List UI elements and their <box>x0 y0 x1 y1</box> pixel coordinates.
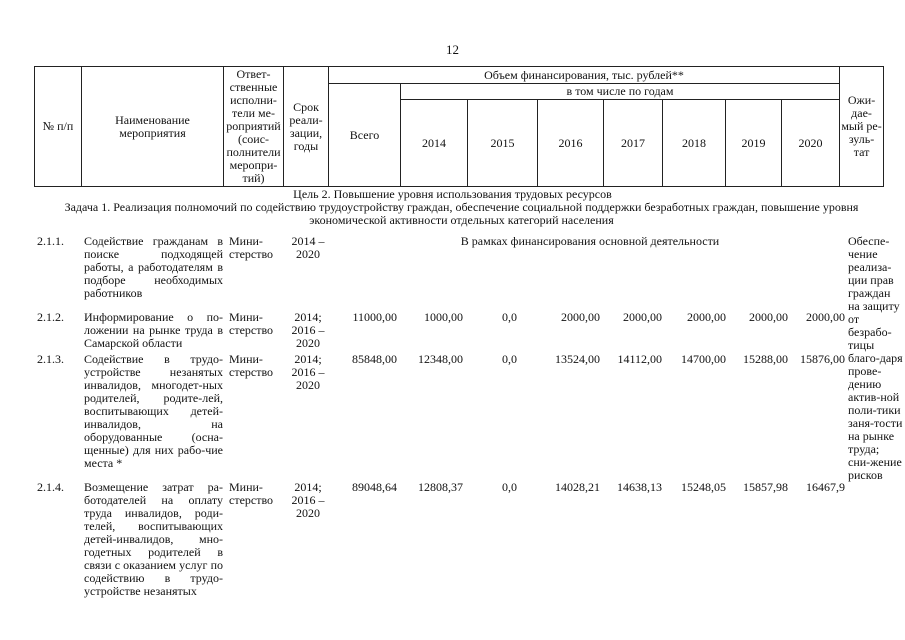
row-2-1-3-2020: 15876,00 <box>800 352 845 366</box>
row-2-1-4-2016: 14028,21 <box>555 480 600 494</box>
row-2-1-2-2016: 2000,00 <box>561 310 600 324</box>
row-2-1-2-name: Информирование о по-ложении на рынке труда в Самарской области <box>84 310 223 350</box>
row-2-1-2-num: 2.1.2. <box>37 310 64 324</box>
row-2-1-3-2016: 13524,00 <box>555 352 600 366</box>
row-2-1-4-2015: 0,0 <box>502 480 517 494</box>
row-2-1-1-term: 2014 – 2020 <box>291 234 325 261</box>
row-2-1-2-2017: 2000,00 <box>623 310 662 324</box>
row-2-1-2-2019: 2000,00 <box>749 310 788 324</box>
row-2-1-4-2018: 15248,05 <box>681 480 726 494</box>
row-2-1-3-num: 2.1.3. <box>37 352 64 366</box>
row-2-1-1-responsible: Мини-стерство <box>229 234 274 261</box>
header-responsible: Ответ-ственные исполни-тели ме-роприятий (соис-полнители меропри-тий) <box>224 67 284 187</box>
header-by-years: в том числе по годам <box>401 84 840 100</box>
row-2-1-2-2018: 2000,00 <box>687 310 726 324</box>
row-2-1-3-2018: 14700,00 <box>681 352 726 366</box>
header-table <box>34 66 884 187</box>
header-num: № п/п <box>35 67 82 187</box>
row-2-1-4-2020: 16467,9 <box>806 480 845 494</box>
header-year-2017: 2017 <box>604 100 663 187</box>
row-2-1-2-term: 2014; 2016 – 2020 <box>291 310 325 350</box>
row-2-1-4-term: 2014; 2016 – 2020 <box>291 480 325 520</box>
row-2-1-2-2014: 1000,00 <box>424 310 463 324</box>
header-year-2019: 2019 <box>726 100 782 187</box>
header-term: Срок реали-зации, годы <box>284 67 329 187</box>
row-2-1-3-name: Содействие в трудо-устройстве незанятых инвалидов, многодет-ных родителей, родите-лей, воспитывающих детей-инвалидов, на оборудованные (осна-щенные) для них рабо-чие места * <box>84 352 223 470</box>
row-2-1-3-2019: 15288,00 <box>743 352 788 366</box>
header-year-2018: 2018 <box>663 100 726 187</box>
row-2-1-4-total: 89048,64 <box>352 480 397 494</box>
row-2-1-3-total: 85848,00 <box>352 352 397 366</box>
page-number: 12 <box>446 42 459 57</box>
row-2-1-4-responsible: Мини-стерство <box>229 480 274 507</box>
row-2-1-3-2015: 0,0 <box>502 352 517 366</box>
row-2-1-3-2014: 12348,00 <box>418 352 463 366</box>
row-2-1-3-term: 2014; 2016 – 2020 <box>291 352 325 392</box>
header-name: Наименование мероприятия <box>82 67 224 187</box>
header-total: Всего <box>329 84 401 187</box>
header-funding: Объем финансирования, тыс. рублей** <box>329 67 840 84</box>
header-year-2016: 2016 <box>538 100 604 187</box>
row-2-1-4-num: 2.1.4. <box>37 480 64 494</box>
row-2-1-3-responsible: Мини-стерство <box>229 352 274 379</box>
row-2-1-2-2015: 0,0 <box>502 310 517 324</box>
row-2-1-4-2019: 15857,98 <box>743 480 788 494</box>
expected-result-text: Обеспе-чение реализа-ции прав граждан на защиту от безрабо-тицы благо-даря прове-дению актив-ной поли-тики заня-тости на рынке труда; сни-жение рисков <box>848 234 903 482</box>
row-2-1-2-2020: 2000,00 <box>806 310 845 324</box>
header-year-2015: 2015 <box>468 100 538 187</box>
header-expected-result: Ожи-дае-мый ре-зуль-тат <box>840 67 884 187</box>
task-heading: Задача 1. Реализация полномочий по содействию трудоустройству граждан, обеспечение социальной поддержки безработных граждан, повышение уровня экономической активности отдельных категорий населения <box>64 200 859 227</box>
row-2-1-1-num: 2.1.1. <box>37 234 64 248</box>
row-2-1-3-2017: 14112,00 <box>617 352 662 366</box>
row-2-1-2-responsible: Мини-стерство <box>229 310 274 337</box>
row-2-1-4-name: Возмещение затрат ра-ботодателей на оплату труда инвалидов, роди-телей, воспитывающих детей-инвалидов, мно-годетных родителей в связи с оказанием услуг по содействию в трудо-устройстве незанятых <box>84 480 223 598</box>
goal-heading: Цель 2. Повышение уровня использования трудовых ресурсов <box>293 187 612 201</box>
header-year-2014: 2014 <box>401 100 468 187</box>
in-frame-funding-note: В рамках финансирования основной деятельности <box>460 234 720 248</box>
row-2-1-2-total: 11000,00 <box>352 310 397 324</box>
header-year-2020: 2020 <box>782 100 840 187</box>
row-2-1-1-name: Содействие гражданам в поиске подходящей работы, а работодателям в подборе необходимых работников <box>84 234 223 300</box>
row-2-1-4-2017: 14638,13 <box>617 480 662 494</box>
row-2-1-4-2014: 12808,37 <box>418 480 463 494</box>
